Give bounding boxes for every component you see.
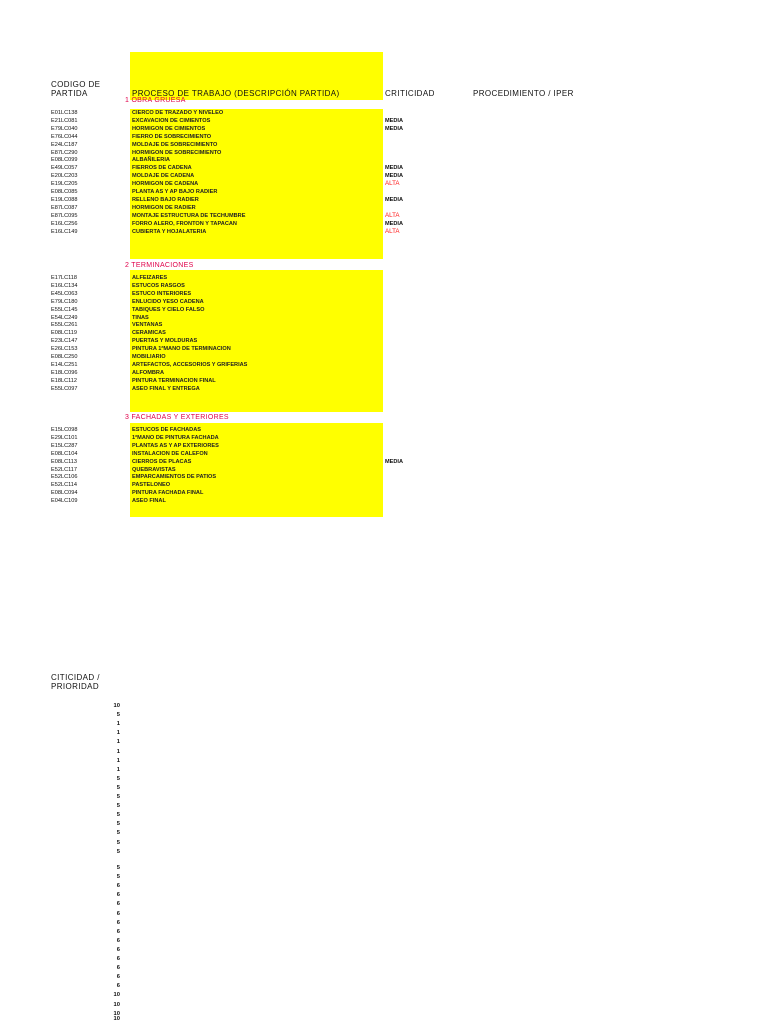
table-row [0,466,768,474]
priority-value: 5 [116,775,120,782]
partida-description: FORRO ALERO, FRONTON Y TAPACAN [132,220,237,227]
partida-code: E45LC063 [51,290,78,297]
partida-code: E16LC134 [51,282,78,289]
partida-description: MONTAJE ESTRUCTURA DE TECHUMBRE [132,212,246,219]
partida-description: PLANTA AS Y AP BAJO RADIER [132,189,218,195]
partida-description: MOLDAJE DE SOBRECIMIENTO [132,141,218,148]
priority-value: 10 [113,1016,120,1022]
partida-description: PINTURA TERMINACION FINAL [132,377,216,384]
priority-value: 6 [116,946,120,953]
criticidad-value: MEDIA [385,165,404,172]
partida-description: ARTEFACTOS, ACCESORIOS Y GRIFERIAS [132,361,248,368]
partida-description: EXCAVACION DE CIMIENTOS [132,117,211,124]
table-row [0,133,768,141]
priority-value: 5 [116,794,120,800]
partida-description: VENTANAS [132,322,163,329]
header-codigo: CODIGO DE PARTIDA [51,80,101,98]
partida-code: E15LC287 [51,442,78,449]
partida-code: E14LC251 [51,361,78,368]
priority-value: 5 [116,812,120,819]
criticidad-value: MEDIA [385,196,404,203]
criticidad-value: MEDIA [385,220,404,227]
partida-description: ESTUCOS RASGOS [132,282,185,289]
priority-value: 5 [116,821,120,828]
partida-code: E52LC117 [51,466,78,473]
partida-code: E18LC112 [51,377,78,384]
table-row [0,117,768,125]
partida-code: E19LC205 [51,181,78,188]
table-row [0,385,768,393]
table-row [0,321,768,329]
table-row [0,337,768,345]
partida-code: E16LC256 [51,220,78,227]
section-title: 3 FACHADAS Y EXTERIORES [125,414,229,421]
partida-code: E16LC149 [51,228,78,235]
partida-code: E55LC145 [51,306,78,313]
table-row [0,345,768,353]
partida-description: PLANTAS AS Y AP EXTERIORES [132,442,219,449]
table-row [0,204,768,212]
priority-value: 5 [116,830,120,837]
table-row [0,426,768,434]
section-title: 1 OBRA GRUESA [125,97,186,104]
partida-code: E26LC153 [51,346,78,353]
partida-code: E49LC057 [51,165,78,172]
table-row [0,473,768,481]
table-row [0,141,768,149]
table-row [0,369,768,377]
partida-description: RELLENO BAJO RADIER [132,196,199,203]
partida-description: PUERTAS Y MOLDURAS [132,338,198,345]
header-procedimiento: PROCEDIMIENTO / IPER [473,89,574,98]
table-row [0,212,768,220]
partida-code: E79LC180 [51,298,78,305]
partida-code: E08LC094 [51,490,78,497]
criticidad-value: ALTA [385,211,400,219]
partida-description: CIERCO DE TRAZADO Y NIVELEO [132,110,224,116]
partida-description: ENLUCIDO YESO CADENA [132,298,204,305]
priority-value: 1 [116,739,120,746]
table-row [0,149,768,157]
partida-code: E55LC261 [51,322,78,329]
priority-value: 6 [116,919,120,926]
table-row [0,282,768,290]
partida-description: EMPARCAMIENTOS DE PATIOS [132,474,217,481]
partida-code: E54LC249 [51,314,78,321]
table-row [0,164,768,172]
table-row [0,329,768,337]
priority-value: 1 [116,757,120,764]
priority-value: 6 [116,937,120,944]
priority-value: 1 [116,721,120,728]
partida-code: E87LC290 [51,149,78,156]
partida-description: PINTURA 1ªMANO DE TERMINACION [132,346,231,353]
table-row [0,377,768,385]
table-row [0,481,768,489]
priority-value: 5 [116,865,120,871]
table-row [0,361,768,369]
partida-description: INSTALACION DE CALEFON [132,450,208,457]
priority-value: 6 [116,974,120,981]
table-row [0,290,768,298]
priority-value: 5 [116,848,120,855]
partida-code: E08LC119 [51,330,78,337]
priority-value: 5 [116,839,120,846]
partida-code: E76LC044 [51,133,78,140]
priority-value: 6 [116,956,120,962]
partida-description: ESTUCO INTERIORES [132,290,192,297]
table-row [0,497,768,505]
partida-code: E08LC113 [51,458,78,465]
partida-description: ESTUCOS DE FACHADAS [132,427,201,433]
partida-description: ASEO FINAL Y ENTREGA [132,385,200,392]
partida-code: E08LC250 [51,354,78,360]
table-row [0,196,768,204]
table-row [0,442,768,450]
criticidad-value: ALTA [385,180,400,188]
partida-description: HORMIGON DE RADIER [132,204,196,211]
partida-code: E15LC098 [51,427,78,433]
partida-code: E23LC147 [51,338,78,345]
table-row [0,228,768,236]
partida-description: 1ªMANO DE PINTURA FACHADA [132,434,219,441]
priority-value: 6 [116,983,120,990]
partida-description: MOLDAJE DE CADENA [132,173,195,180]
partida-code: E87LC087 [51,204,78,211]
priority-value: 10 [113,992,120,999]
table-row [0,353,768,361]
priority-value: 6 [116,892,120,899]
partida-code: E21LC081 [51,117,78,124]
table-row [0,274,768,282]
priority-value: 5 [116,803,120,810]
partida-description: ALFOMBRA [132,369,165,376]
header-criticidad: CRITICIDAD [385,89,435,98]
table-row [0,434,768,442]
table-row [0,450,768,458]
criticidad-value: MEDIA [385,125,404,132]
table-row [0,188,768,196]
table-row [0,172,768,180]
table-row [0,156,768,164]
priority-value: 1 [116,766,120,773]
priority-value: 6 [116,965,120,972]
priority-value: 1 [116,748,120,755]
partida-description: HORMIGON DE SOBRECIMIENTO [132,149,222,156]
priority-value: 5 [116,784,120,791]
priority-value: 6 [116,928,120,935]
table-row [0,489,768,497]
priority-value: 10 [113,1010,120,1017]
priority-value: 6 [116,910,120,917]
partida-description: HORMIGON DE CIMIENTOS [132,125,206,132]
partida-code: E52LC114 [51,482,78,489]
criticidad-value: MEDIA [385,173,404,180]
table-row [0,125,768,133]
table-row [0,458,768,466]
partida-code: E79LC040 [51,125,78,132]
partida-description: MOBILIARIO [132,354,166,360]
partida-code: E17LC118 [51,275,78,281]
priority-value: 6 [116,901,120,908]
partida-code: E19LC088 [51,196,78,203]
priority-header: CITICIDAD / PRIORIDAD [51,673,100,691]
criticidad-value: ALTA [385,227,400,235]
partida-description: CIERROS DE PLACAS [132,458,192,465]
partida-code: E24LC187 [51,141,78,148]
partida-code: E29LC101 [51,434,78,441]
table-row [0,220,768,228]
partida-code: E87LC095 [51,212,78,219]
table-row [0,109,768,117]
priority-value: 5 [116,874,120,881]
partida-description: CERAMICAS [132,330,166,337]
priority-value: 10 [113,703,120,709]
partida-code: E18LC096 [51,369,78,376]
partida-description: PASTELONEO [132,482,171,489]
partida-description: TINAS [132,314,149,321]
partida-description: FIERROS DE CADENA [132,165,192,172]
partida-description: FIERRO DE SOBRECIMIENTO [132,133,212,140]
partida-description: ALBAÑILERIA [132,157,170,164]
partida-description: CUBIERTA Y HOJALATERIA [132,228,207,235]
partida-code: E08LC085 [51,189,78,195]
priority-value: 10 [113,1001,120,1008]
partida-description: TABIQUES Y CIELO FALSO [132,306,205,313]
partida-code: E08LC099 [51,157,78,164]
table-row [0,180,768,188]
partida-code: E55LC097 [51,385,78,392]
table-row [0,314,768,322]
priority-value: 5 [116,712,120,719]
partida-code: E01LC138 [51,110,78,116]
partida-description: ASEO FINAL [132,498,166,505]
partida-description: ALFEIZARES [132,275,168,281]
header-proceso: PROCESO DE TRABAJO (DESCRIPCIÓN PARTIDA) [132,89,340,98]
priority-value: 1 [116,730,120,737]
partida-code: E20LC203 [51,173,78,180]
partida-code: E04LC109 [51,498,78,505]
section-title: 2 TERMINACIONES [125,262,194,269]
table-row [0,306,768,314]
partida-code: E08LC104 [51,450,78,457]
partida-code: E52LC106 [51,474,78,481]
partida-description: PINTURA FACHADA FINAL [132,490,204,497]
partida-description: QUEBRAVISTAS [132,466,176,473]
priority-value: 6 [116,883,120,890]
criticidad-value: MEDIA [385,117,404,124]
criticidad-value: MEDIA [385,458,404,465]
partida-description: HORMIGON DE CADENA [132,181,199,188]
table-row [0,298,768,306]
